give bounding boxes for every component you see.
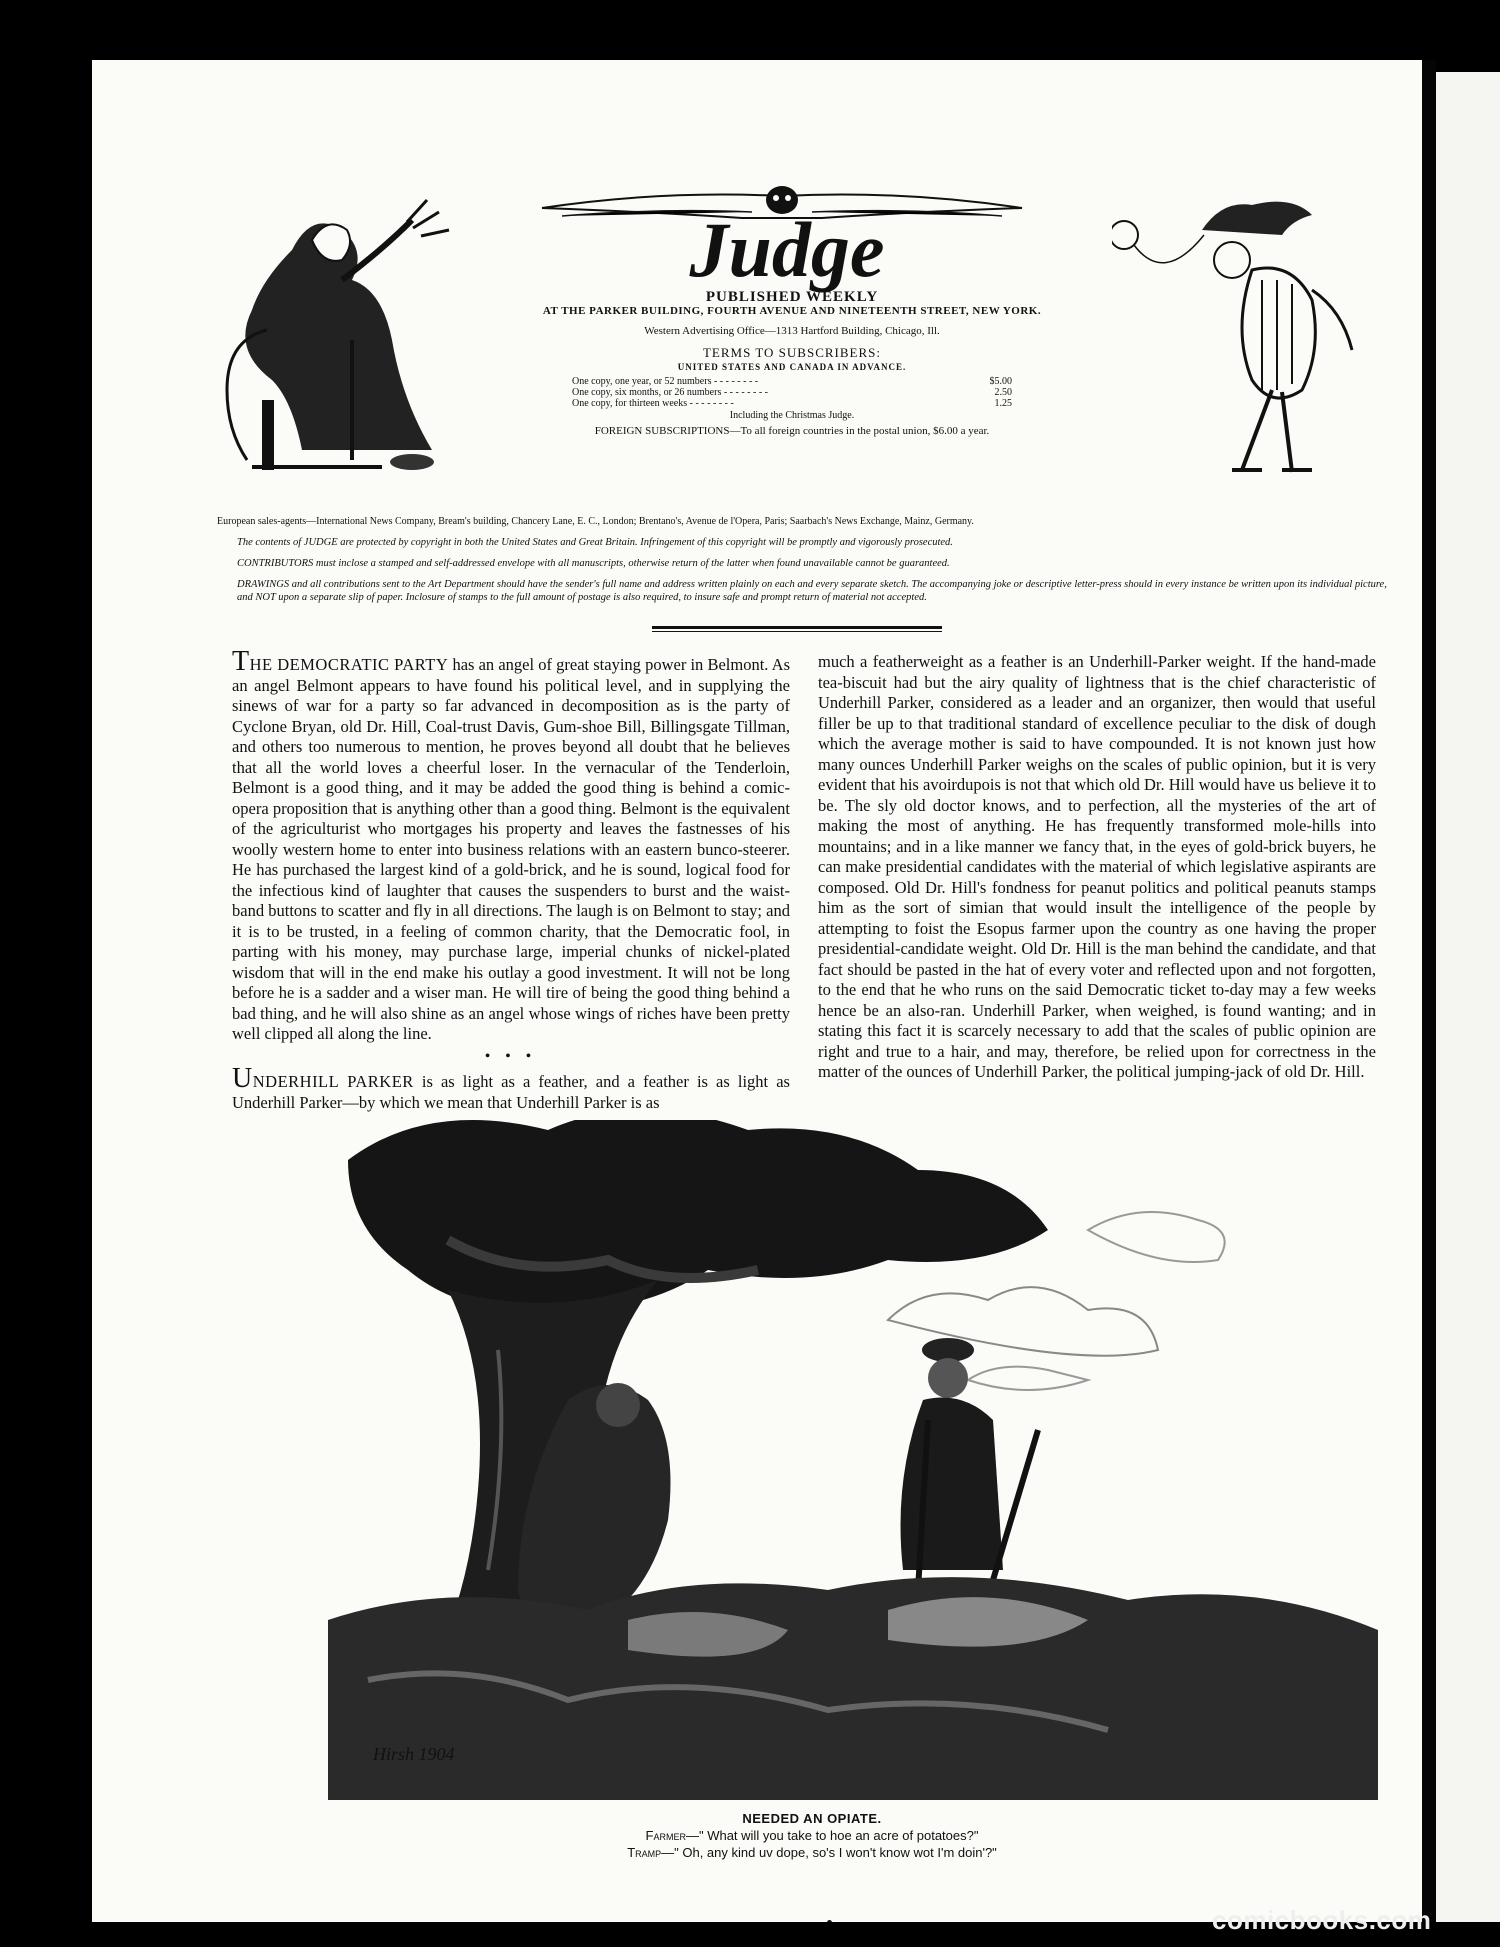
drawings-notice: DRAWINGS and all contributions sent to the Art Department should have the sender's full name and address written plainly on each and every separate sketch. The accompanying joke or descriptive letter-press should in every instance be written upon its individual picture, and NOT upon a separate slip of paper. Inclosure of stamps to the full amount of postage is also required, to insure safe and prompt return of material not accepted. <box>237 579 1387 603</box>
caption-line-farmer: Farmer—" What will you take to hoe an acre of potatoes?" <box>645 1828 979 1843</box>
copyright-notice: The contents of JUDGE are protected by copyright in both the United States and Great Britain. Infringement of this copyright will be promptly and vigorously prosecuted. <box>237 537 953 548</box>
cartoon-illustration <box>328 1120 1378 1800</box>
paragraph-parker-continued: much a featherweight as a feather is an Underhill-Parker weight. If the hand-made tea-biscuit had but the airy quality of lightness that is the chief characteristic of Underhill Parker, considered as a leader and an organizer, then would that useful filler be up to that traditional standard of excellence peculiar to the disk of dough which the average mother is said to have compounded. It is not known just how many ounces Underhill Parker weighs on the scales of public opinion, but it is very evident that his avoirdupois is not that which old Dr. Hill would have us believe it to be. The sly old doctor knows, and to perfection, all the mysteries of the art of making the most of anything. He has frequently transformed mole-hills into mountains; and in a like manner we fancy that, in the eyes of gold-brick buyers, he can make presidential candidates with the material of which legislative aspirants are composed. Old Dr. Hill's fondness for peanut politics and political peanuts stamps him as the sort of simian that would insult the intelligence of the people by attempting to foist the Esopus farmer upon the country as one having the proper presidential-candidate weight. Old Dr. Hill is the man behind the candidate, and that fact should be pasted in the hat of every voter and reflected upon and not forgotten, to the end that he who runs on the said Democratic ticket to-day may a few weeks hence be an also-ran. Underhill Parker, when weighed, is found wanting; and in stating this fact it is scarcely necessary to add that the scales of public opinion are right and true to a hair, and may, therefore, be relied upon for correctness in the matter of the ounces of Underhill Parker, the political jumping-jack of old Dr. Hill. <box>818 652 1376 1081</box>
editorial-article <box>232 646 1377 1113</box>
page-end-mark <box>827 1920 832 1922</box>
terms-title: TERMS TO SUBSCRIBERS: <box>702 345 881 360</box>
published-weekly: PUBLISHED WEEKLY <box>705 289 879 305</box>
paragraph-belmont: THE DEMOCRATIC PARTY has an angel of great staying power in Belmont. As an angel Belmont appears to have found his political level, and in supplying the sinews of war for a party so far advanced in decomposition as is the party of Cyclone Bryan, old Dr. Hill, Coal-trust Davis, Gum-shoe Bill, Billingsgate Tillman, and others too numerous to mention, he proves beyond all doubt that he believes that all the world loves a cheerful loser. In the vernacular of the Tenderloin, Belmont is a good thing, and it may be added the good thing is behind a comic-opera proposition that is anything other than a good thing. Belmont is the equivalent of the agriculturist who mortgages his property and leaves the fastnesses of his woolly western home to enter into business relations with an eastern bunco-steerer. He has purchased the largest kind of a gold-brick, and he is sound, logical food for the infectious kind of laughter that causes the suspenders to burst and the waist-band buttons to scatter and fly in all directions. The laugh is on Belmont to stay; and it is to be trusted, in a feeling of common charity, that the Democratic fool, in parting with his money, may purchase large, imperial chunks of nickel-plated wisdom that will in the end make his outlay a good investment. It will not be long before he is a sadder and a wiser man. He will tire of being the good thing behind a bad thing, and he will also shine as an angel whose wings of riches have been pretty well clipped all along the line. <box>232 646 791 1043</box>
masthead-right-illustration <box>1112 180 1372 480</box>
watermark: comicbooks.com <box>1212 1905 1432 1935</box>
rate-row: One copy, for thirteen weeks - - - - - - - - 1.25 <box>572 398 1012 409</box>
next-page-edge <box>1436 72 1500 1922</box>
paragraph-lead: UNDERHILL PARKER <box>232 1063 414 1094</box>
masthead <box>222 180 1372 520</box>
publication-info <box>472 290 1112 438</box>
rate-row: One copy, six months, or 26 numbers - - - - - - - - 2.50 <box>572 387 1012 398</box>
foreign-subscriptions: FOREIGN SUBSCRIPTIONS—To all foreign countries in the postal union, $6.00 a year. <box>594 425 990 437</box>
western-office: Western Advertising Office—1313 Hartford Building, Chicago, Ill. <box>644 325 940 337</box>
sales-agents: European sales-agents—International News Company, Bream's building, Chancery Lane, E. C., London; Brentano's, Avenue de l'Opera, Paris; Saarbach's News Exchange, Mainz, Germany. <box>217 516 974 527</box>
paragraph-lead: THE DEMOCRATIC PARTY <box>232 646 449 677</box>
publisher-address: AT THE PARKER BUILDING, FOURTH AVENUE AND NINETEENTH STREET, NEW YORK. <box>542 305 1042 317</box>
paragraph-parker: UNDERHILL PARKER is as light as a feather, and a feather is as light as Underhill Parker—by which we mean that Underhill Parker is as <box>232 1063 790 1112</box>
cartoon-caption <box>532 1810 1092 1861</box>
article-column-1 <box>232 646 791 1113</box>
magazine-page <box>92 60 1422 1922</box>
contributors-notice: CONTRIBUTORS must inclose a stamped and self-addressed envelope with all manuscripts, otherwise return of the latter when found unavailable cannot be guaranteed. <box>237 558 950 569</box>
binding-shadow <box>1420 60 1436 1922</box>
caption-line-tramp: Tramp—" Oh, any kind uv dope, so's I won't know wot I'm doin'?" <box>627 1845 997 1860</box>
masthead-notices <box>217 515 1387 612</box>
masthead-left-illustration <box>222 180 472 480</box>
article-column-2 <box>818 652 1376 1113</box>
artist-signature: Hirsh 1904 <box>373 1744 455 1764</box>
including-note: Including the Christmas Judge. <box>729 410 855 421</box>
caption-title: NEEDED AN OPIATE. <box>742 1811 882 1826</box>
subscription-rates <box>572 376 1012 409</box>
terms-subtitle: UNITED STATES AND CANADA IN ADVANCE. <box>677 362 907 372</box>
section-divider: • • • <box>485 1048 537 1064</box>
masthead-rule <box>652 626 942 632</box>
judge-logo <box>522 178 1042 298</box>
svg-text:Judge: Judge <box>689 206 885 293</box>
rate-row: One copy, one year, or 52 numbers - - - - - - - - $5.00 <box>572 376 1012 387</box>
